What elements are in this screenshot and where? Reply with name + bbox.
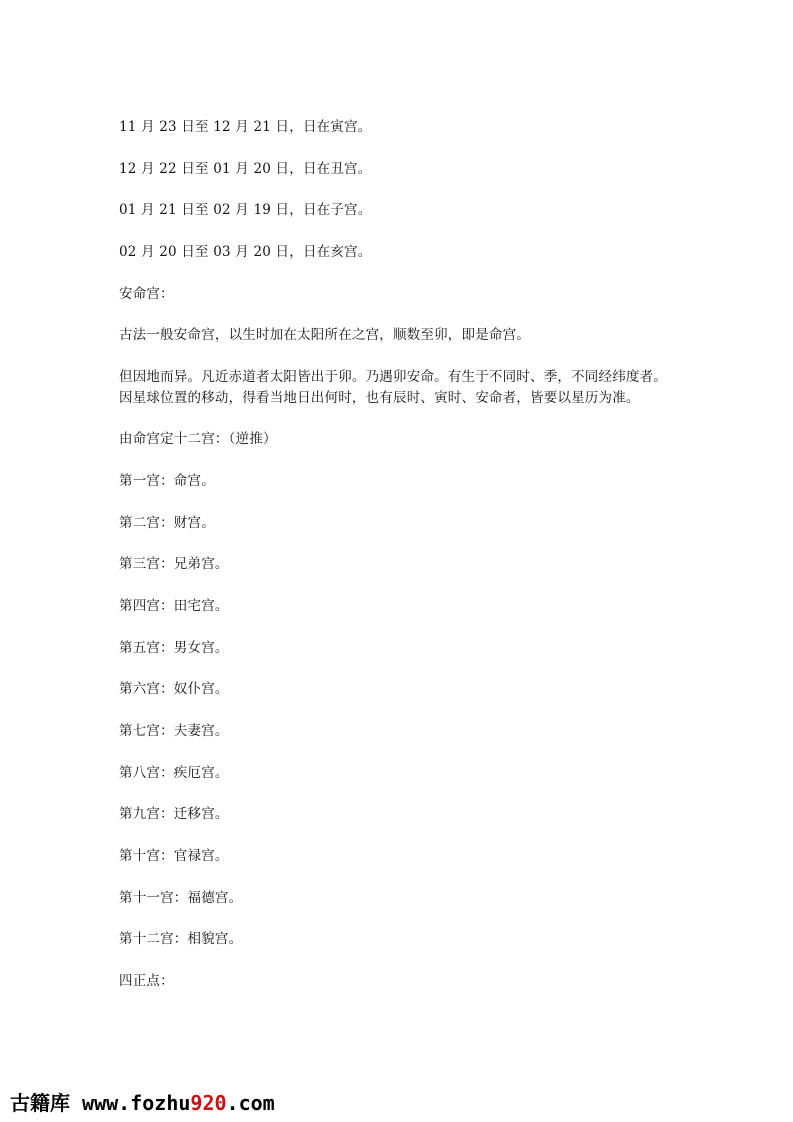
section-heading: 安命宫： xyxy=(119,286,174,302)
list-item: 第一宫：命宫。 xyxy=(119,473,215,489)
text-line: 但因地而异。凡近赤道者太阳皆出于卯。乃遇卯安命。有生于不同时、季，不同经纬度者。 xyxy=(119,369,667,385)
section-heading: 由命宫定十二宫：（逆推） xyxy=(119,431,277,447)
footer-watermark xyxy=(10,1087,275,1116)
text-line: 12 月 22 日至 01 月 20 日，日在丑宫。 xyxy=(119,161,372,177)
text-line: 01 月 21 日至 02 月 19 日，日在子宫。 xyxy=(119,202,372,218)
list-item: 第七宫：夫妻宫。 xyxy=(119,723,229,739)
list-item: 第十二宫：相貌宫。 xyxy=(119,931,243,947)
text-line: 因星球位置的移动，得看当地日出何时，也有辰时、寅时、安命者，皆要以星历为准。 xyxy=(119,390,640,406)
list-item: 第三宫：兄弟宫。 xyxy=(119,556,229,572)
text-line: 11 月 23 日至 12 月 21 日，日在寅宫。 xyxy=(119,119,372,135)
list-item: 第八宫：疾厄宫。 xyxy=(119,765,229,781)
list-item: 第十宫：官禄宫。 xyxy=(119,848,229,864)
footer-url-prefix: www.fozhu xyxy=(70,1091,191,1115)
list-item: 第四宫：田宅宫。 xyxy=(119,598,229,614)
footer-url-number: 920 xyxy=(190,1091,227,1115)
list-item: 第六宫：奴仆宫。 xyxy=(119,681,229,697)
text-line: 02 月 20 日至 03 月 20 日，日在亥宫。 xyxy=(119,244,372,260)
list-item: 第二宫：财宫。 xyxy=(119,515,215,531)
list-item: 第十一宫：福德宫。 xyxy=(119,890,243,906)
list-item: 第五宫：男女宫。 xyxy=(119,640,229,656)
text-line: 古法一般安命宫，以生时加在太阳所在之宫，顺数至卯，即是命宫。 xyxy=(119,327,530,343)
footer-url-suffix: .com xyxy=(226,1091,275,1115)
section-heading: 四正点： xyxy=(119,973,174,989)
list-item: 第九宫：迁移宫。 xyxy=(119,806,229,822)
footer-brand: 古籍库 xyxy=(10,1091,70,1115)
